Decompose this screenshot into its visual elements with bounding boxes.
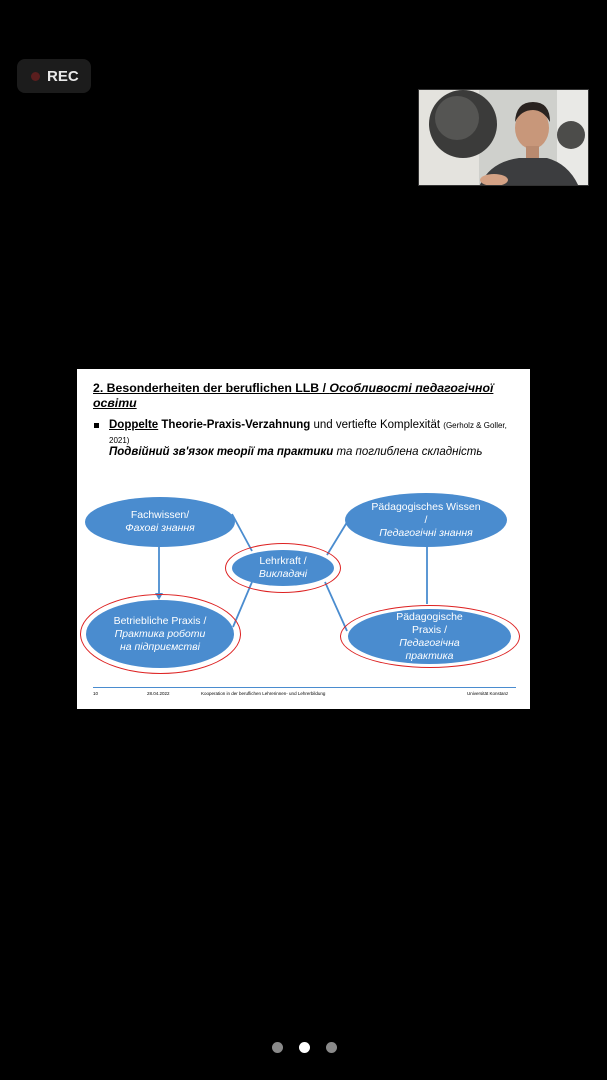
participant-video-icon (419, 90, 589, 186)
footer-course: Kooperation in der beruflichen Lehrerinnen- und Lehrerbildung (201, 691, 326, 696)
footer-university: Universität Konstanz (467, 691, 509, 696)
node-paedagogisches-wissen: Pädagogisches Wissen / Педагогічні знання (345, 493, 507, 547)
rec-label: REC (47, 67, 79, 85)
node-betriebliche-praxis: Betriebliche Praxis / Практика роботи на підприємстві (86, 600, 234, 668)
page-dot-1[interactable] (272, 1042, 283, 1053)
footer-page-number: 10 (93, 691, 99, 696)
slide-ua-subline: Подвійний зв'язок теорії та практики та поглиблена складність (109, 446, 483, 458)
record-dot-icon (31, 72, 40, 81)
footer-date: 28.04.2022 (147, 691, 170, 696)
node-fachwissen: Fachwissen/ Фахові знання (85, 497, 235, 547)
node-lehrkraft: Lehrkraft / Викладачі (232, 550, 334, 586)
page-dot-3[interactable] (326, 1042, 337, 1053)
participant-video-thumbnail[interactable] (418, 89, 589, 186)
slide-title: 2. Besonderheiten der beruflichen LLB / Особливості педагогічної освіти (93, 381, 494, 410)
page-dot-2[interactable] (299, 1042, 310, 1053)
slide-bullet: Doppelte Theorie-Praxis-Verzahnung und vertiefte Komplexität (Gerholz & Goller, 2021) (94, 418, 524, 448)
recording-indicator (17, 59, 91, 93)
page-indicator (272, 1042, 337, 1053)
node-paedagogische-praxis: Pädagogische Praxis / Педагогічна практика (348, 609, 511, 664)
shared-slide (77, 369, 530, 709)
footer-divider (93, 687, 516, 688)
